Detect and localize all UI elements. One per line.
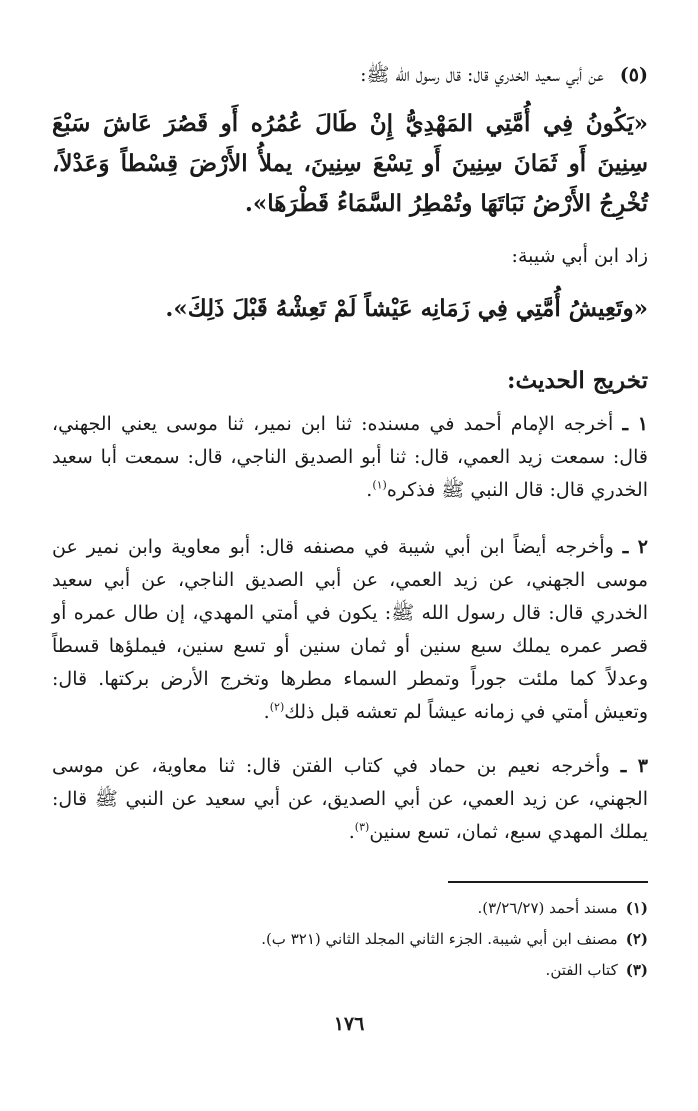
hadith-text: «يَكُونُ فِي أُمَّتِي المَهْدِيُّ إِنْ طَالَ عُمُرُه أَو قَصُرَ عَاشَ سَبْعَ سِنِينَ أَو ثَمَانَ سِنِينَ أَو تِسْعَ سِنِينَ، يملأُ الأَرْضَ قِسْطاً وَعَدْلاً، تُخْرِجُ الأَرْضُ نَبَاتَهَا وتُمْطِرُ السَّمَاءُ قَطْرَهَا». (52, 110, 648, 217)
paragraph-text: أخرجه الإمام أحمد في مسنده: ثنا ابن نمير، ثنا موسى يعني الجهني، قال: سمعت زيد العمي، قال: ثنا أبو الصديق الناجي، قال: سمعت أبا سعيد الخدري قال: قال النبي ﷺ فذكره (52, 413, 648, 501)
paragraph-number: ٢ ـ (622, 536, 648, 558)
paragraph-end: . (348, 821, 355, 843)
footnote-text: مصنف ابن أبي شيبة. الجزء الثاني المجلد الثاني (٣٢١ ب). (261, 930, 618, 948)
footnote-item (52, 893, 648, 924)
takhrij-paragraph (52, 750, 648, 849)
paragraph-end: . (263, 701, 270, 723)
hadith-addition: «وتَعِيشُ أُمَّتِي فِي زَمَانِه عَيْشاً لَمْ تَعِشْهُ قَبْلَ ذَلِكَ». (165, 295, 648, 322)
paragraph-text: وأخرجه أيضاً ابن أبي شيبة في مصنفه قال: أبو معاوية وابن نمير عن موسى الجهني، عن زيد العمي، عن أبي الصديق الناجي، عن أبي سعيد الخدري قال: قال رسول الله ﷺ: يكون في أمتي المهدي، إن طال عمره أو قصر عمره يملك سبع سنين أو ثمان سنين أو تسع سنين، فيملؤها قسطاً وعدلاً كما ملئت جوراً وتمطر السماء مطرها وتخرج الأرض بركتها. قال: وتعيش أمتي في زمانه عيشاً لم تعشه قبل ذلك (52, 536, 648, 723)
paragraph-number: ٣ ـ (620, 755, 649, 777)
paragraph-number: ١ ـ (622, 413, 648, 435)
hadith-number: (٥) (619, 64, 648, 86)
footnotes (52, 893, 648, 986)
footnote-item (52, 955, 648, 986)
footnote-ref: (٢) (269, 700, 285, 714)
footnote-number: (١) (625, 899, 648, 917)
footnote-text: كتاب الفتن. (545, 961, 618, 979)
footnote-ref: (١) (372, 478, 387, 492)
footnote-number: (٣) (625, 961, 648, 979)
footnote-divider (448, 881, 648, 883)
page-number: ١٧٦ (333, 1013, 365, 1035)
footnote-item (52, 924, 648, 955)
footnote-number: (٢) (625, 930, 648, 948)
takhrij-paragraph (52, 408, 648, 507)
paragraph-text: وأخرجه نعيم بن حماد في كتاب الفتن قال: ثنا معاوية، عن موسى الجهني، عن زيد العمي، عن أبي الصديق، عن أبي سعيد عن النبي ﷺ قال: يملك المهدي سبع، ثمان، تسع سنين (52, 755, 648, 843)
section-heading: تخريج الحديث: (507, 367, 648, 394)
paragraph-end: . (366, 479, 373, 501)
hadith-intro-text: عن أبي سعيد الخدري قال: قال رسول الله ﷺ: (360, 64, 604, 86)
footnote-ref: (٣) (354, 820, 370, 834)
hadith-intro (52, 58, 648, 92)
takhrij-paragraph (52, 531, 648, 729)
addition-intro: زاد ابن أبي شيبة: (511, 245, 648, 267)
footnote-text: مسند أحمد (٣/٢٦/٢٧). (477, 899, 618, 917)
